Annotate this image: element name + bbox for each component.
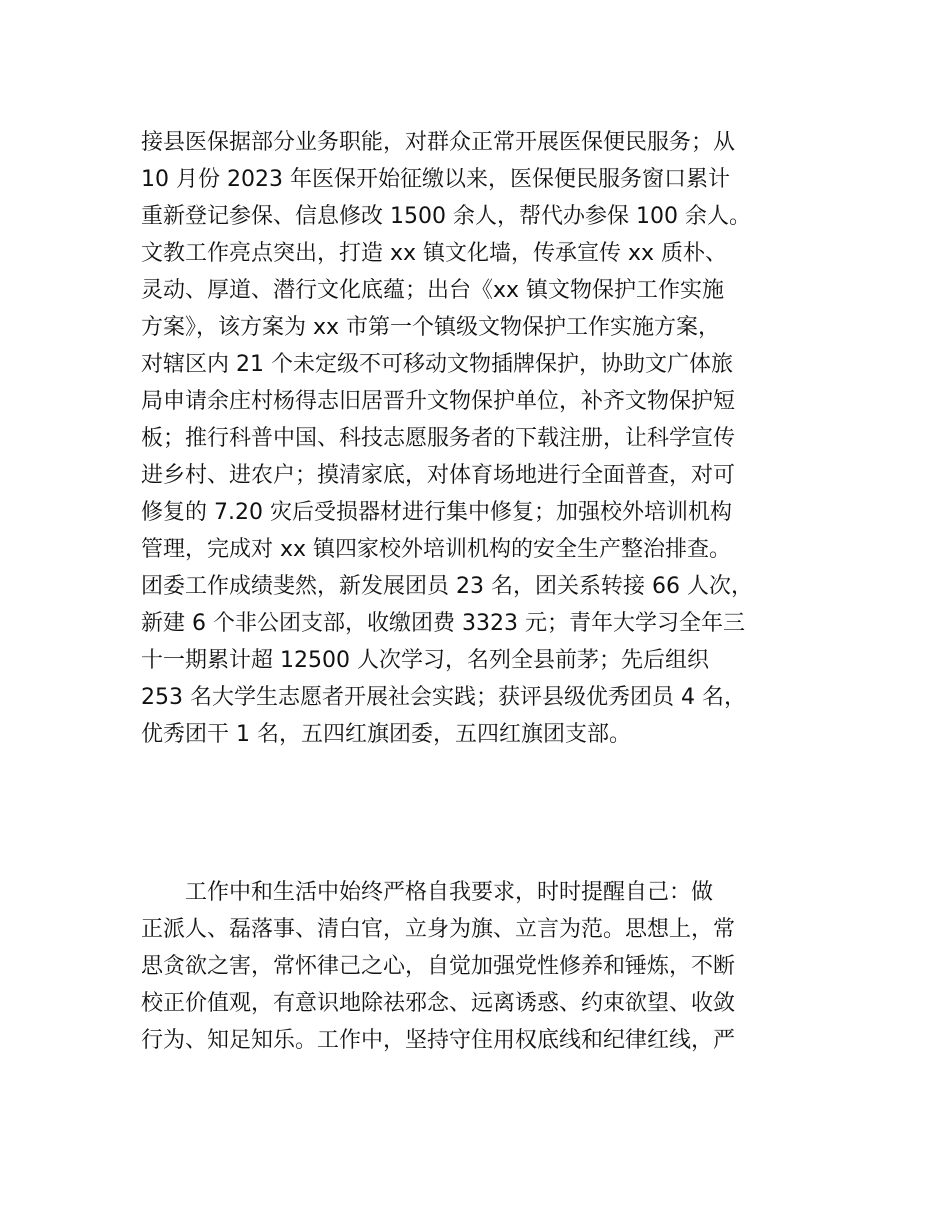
paragraph-line: 校正价值观，有意识地除祛邪念、远离诱惑、约束欲望、收敛: [141, 991, 736, 1016]
paragraph-line: 修复的 7.20 灾后受损器材进行集中修复；加强校外培训机构: [141, 500, 732, 525]
paragraph-line: 行为、知足知乐。工作中，坚持守住用权底线和纪律红线，严: [141, 1028, 736, 1053]
paragraph-line: 管理，完成对 xx 镇四家校外培训机构的安全生产整治排查。: [141, 537, 732, 562]
paragraph-line: 思贪欲之害，常怀律己之心，自觉加强党性修养和锤炼，不断: [141, 954, 736, 979]
paragraph-line: 10 月份 2023 年医保开始征缴以来，医保便民服务窗口累计: [141, 167, 730, 192]
paragraph-line: 板；推行科普中国、科技志愿服务者的下载注册，让科学宣传: [141, 426, 736, 451]
paragraph-2: [141, 874, 821, 1059]
paragraph-line: 文教工作亮点突出，打造 xx 镇文化墙，传承宣传 xx 质朴、: [141, 241, 728, 266]
paragraph-line: 253 名大学生志愿者开展社会实践；获评县级优秀团员 4 名，: [141, 685, 746, 710]
paragraph-line: 正派人、磊落事、清白官，立身为旗、立言为范。思想上，常: [141, 917, 736, 942]
paragraph-line: 进乡村、进农户；摸清家底，对体育场地进行全面普查，对可: [141, 463, 736, 488]
paragraph-line: 局申请余庄村杨得志旧居晋升文物保护单位，补齐文物保护短: [141, 389, 736, 414]
paragraph-line: 重新登记参保、信息修改 1500 余人，帮代办参保 100 余人。: [141, 204, 751, 229]
paragraph-line: 方案》，该方案为 xx 市第一个镇级文物保护工作实施方案，: [141, 315, 721, 340]
paragraph-line: 新建 6 个非公团支部，收缴团费 3323 元；青年大学习全年三: [141, 611, 745, 636]
paragraph-line: 对辖区内 21 个未定级不可移动文物插牌保护，协助文广体旅: [141, 352, 733, 377]
paragraph-line: 十一期累计超 12500 人次学习，名列全县前茅；先后组织: [141, 648, 709, 673]
paragraph-line: 灵动、厚道、潜行文化底蕴；出台《xx 镇文物保护工作实施: [141, 278, 725, 303]
paragraph-line: 接县医保据部分业务职能，对群众正常开展医保便民服务；从: [141, 130, 736, 155]
paragraph-1: [141, 124, 821, 753]
paragraph-line: 工作中和生活中始终严格自我要求，时时提醒自己：做: [185, 880, 714, 905]
paragraph-line: 团委工作成绩斐然，新发展团员 23 名，团关系转接 66 人次，: [141, 574, 753, 599]
paragraph-line: 优秀团干 1 名，五四红旗团委，五四红旗团支部。: [141, 722, 631, 747]
